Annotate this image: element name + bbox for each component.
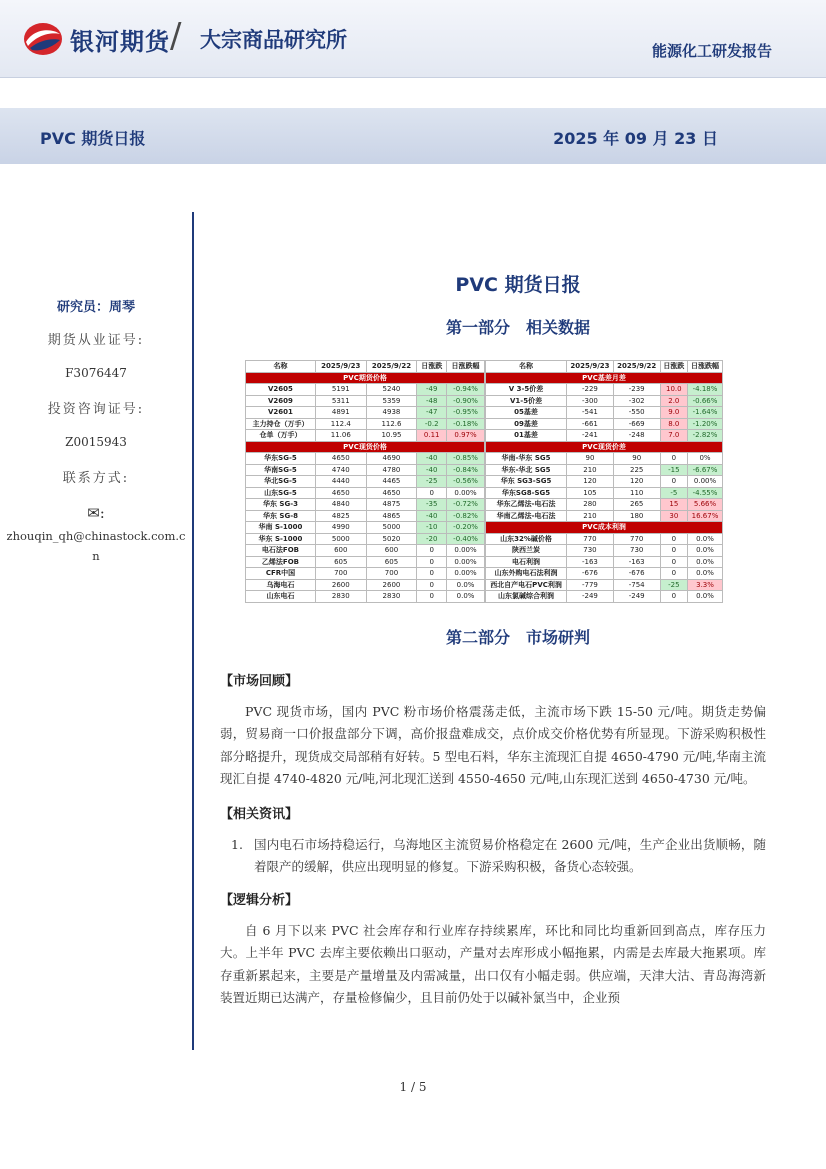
logic-text: 自 6 月下以来 PVC 社会库存和行业库存持续累库，环比和同比均重新回到高点，库存压力大。上半年 PVC 去库主要依赖出口驱动，产量对去库形成小幅拖累，内需是去库最大拖累项。库存重新累起来，主要是产量增量及内需减量，出口仅有小幅走弱。供应端，天津大沽、青岛海湾新装置近期已达满产，存量检修偏少，且目前仍处于以碱补氯当中，企业预	[220, 922, 766, 1005]
row-name: 乙烯法FOB	[246, 556, 316, 568]
row-name: 华南SG-5	[246, 464, 316, 476]
row-name: 山东电石	[246, 591, 316, 603]
table-cell: 5240	[366, 384, 417, 396]
table-row	[486, 487, 723, 499]
table-cell: 605	[366, 556, 417, 568]
part2-number: 第二部分	[445, 627, 510, 647]
table-cell: -10	[417, 522, 447, 534]
table-cell: 5311	[315, 395, 366, 407]
table-cell: 16.67%	[688, 510, 723, 522]
table-cell: 4780	[366, 464, 417, 476]
license-label: 期货从业证号:	[47, 333, 145, 348]
table-cell: 4740	[315, 464, 366, 476]
row-name: 陕西兰炭	[486, 545, 567, 557]
table-cell: 0.00%	[447, 545, 485, 557]
table-cell: -0.85%	[447, 453, 485, 465]
table-cell: 0	[660, 568, 687, 580]
table-cell: -48	[417, 395, 447, 407]
table-cell: 0	[660, 453, 687, 465]
row-name: V1-5价差	[486, 395, 567, 407]
table-cell: 265	[613, 499, 660, 511]
table-row	[486, 510, 723, 522]
table-cell: -49	[417, 384, 447, 396]
part1-number: 第一部分	[445, 318, 510, 337]
table-header-row	[486, 361, 723, 373]
table-cell: 5020	[366, 533, 417, 545]
row-name: 华南-华东 SG5	[486, 453, 567, 465]
table-cell: 4440	[315, 476, 366, 488]
table-cell: 90	[613, 453, 660, 465]
table-row	[486, 453, 723, 465]
table-cell: 4840	[315, 499, 366, 511]
table-cell: -661	[567, 418, 614, 430]
table-cell: 4875	[366, 499, 417, 511]
table-cell: -20	[417, 533, 447, 545]
table-row	[246, 579, 485, 591]
table-cell: 5.66%	[688, 499, 723, 511]
row-name: V2609	[246, 395, 316, 407]
section-title: PVC现货价格	[246, 441, 485, 453]
table-cell: -0.2	[417, 418, 447, 430]
table-row	[246, 430, 485, 442]
table-cell: 0	[417, 487, 447, 499]
table-cell: 120	[613, 476, 660, 488]
sidebar-divider	[192, 212, 194, 1050]
table-row	[486, 533, 723, 545]
table-cell: 0.0%	[447, 591, 485, 603]
table-cell: 0	[660, 591, 687, 603]
news-item-number: 1.	[231, 836, 243, 852]
table-cell: 0	[660, 556, 687, 568]
section-row	[486, 372, 723, 384]
logic-label: 【逻辑分析】	[220, 892, 299, 908]
table-cell: 0	[660, 533, 687, 545]
row-name: 华东乙烯法-电石法	[486, 499, 567, 511]
row-name: 05基差	[486, 407, 567, 419]
column-header: 名称	[246, 361, 316, 373]
table-cell: 700	[315, 568, 366, 580]
row-name: 华东 SG-8	[246, 510, 316, 522]
row-name: 仓单（万手）	[246, 430, 316, 442]
table-row	[486, 384, 723, 396]
table-cell: 700	[366, 568, 417, 580]
news-item	[220, 834, 766, 879]
table-row	[246, 545, 485, 557]
contact-label: 联系方式:	[62, 471, 130, 486]
row-name: 山东外购电石法利润	[486, 568, 567, 580]
license-value: F3076447	[65, 366, 127, 380]
row-name: 电石利润	[486, 556, 567, 568]
column-header: 名称	[486, 361, 567, 373]
table-row	[246, 522, 485, 534]
section-title: PVC基差月差	[486, 372, 723, 384]
main-content	[220, 270, 766, 1008]
section-title: PVC成本利润	[486, 522, 723, 534]
table-cell: -1.64%	[688, 407, 723, 419]
table-cell: 15	[660, 499, 687, 511]
table-row	[486, 430, 723, 442]
header-band	[0, 0, 826, 78]
table-cell: -163	[613, 556, 660, 568]
table-cell: -550	[613, 407, 660, 419]
row-name: 电石法FOB	[246, 545, 316, 557]
row-name: 华南 S-1000	[246, 522, 316, 534]
table-cell: -0.90%	[447, 395, 485, 407]
table-cell: 0	[417, 568, 447, 580]
table-cell: 5000	[315, 533, 366, 545]
analyst-name: 研究员：周琴	[56, 300, 135, 315]
brand-name: 银河期货	[70, 28, 170, 56]
table-cell: 3.3%	[688, 579, 723, 591]
review-text: PVC 现货市场，国内 PVC 粉市场价格震荡走低，主流市场下跌 15-50 元/吨。期货走势偏弱，贸易商一口价报盘部分下调，高价报盘难成交，点价成交价格优势有所显现。下游采购积极性部分略提升，现货成交局部稍有好转。5 型电石料，华东主流现汇自提 4650-4790 元/吨,华南主流现汇自提 4740-4820 元/吨,河北现汇送到 4550-4650 元/吨,山东现汇送到 4650-4730 元/吨。	[220, 703, 766, 786]
table-cell: -0.84%	[447, 464, 485, 476]
table-cell: -300	[567, 395, 614, 407]
table-cell: -0.94%	[447, 384, 485, 396]
table-row	[246, 568, 485, 580]
table-header-row	[246, 361, 485, 373]
section-row	[246, 441, 485, 453]
section-row	[246, 372, 485, 384]
table-cell: 0	[660, 545, 687, 557]
table-cell: 112.6	[366, 418, 417, 430]
table-cell: 0.00%	[688, 476, 723, 488]
table-row	[246, 453, 485, 465]
table-cell: 112.4	[315, 418, 366, 430]
table-row	[246, 487, 485, 499]
table-cell: 225	[613, 464, 660, 476]
table-cell: -239	[613, 384, 660, 396]
row-name: 西北自产电石PVC利润	[486, 579, 567, 591]
envelope-icon: ✉:	[87, 504, 105, 522]
table-cell: 4650	[366, 487, 417, 499]
table-cell: 770	[567, 533, 614, 545]
table-cell: 4650	[315, 487, 366, 499]
report-title: PVC 期货日报	[40, 129, 146, 148]
consult-value: Z0015943	[65, 435, 127, 449]
table-cell: 2600	[366, 579, 417, 591]
brand-separator: /	[170, 16, 182, 56]
table-cell: -302	[613, 395, 660, 407]
column-header: 日涨跌	[660, 361, 687, 373]
table-cell: 2830	[366, 591, 417, 603]
table-cell: -4.55%	[688, 487, 723, 499]
table-cell: 0.0%	[688, 556, 723, 568]
table-row	[246, 533, 485, 545]
table-row	[246, 464, 485, 476]
table-cell: -5	[660, 487, 687, 499]
row-name: 主力持仓（万手）	[246, 418, 316, 430]
table-cell: -0.40%	[447, 533, 485, 545]
table-cell: 90	[567, 453, 614, 465]
table-cell: 9.0	[660, 407, 687, 419]
data-tables	[245, 360, 723, 603]
review-label: 【市场回顾】	[220, 673, 299, 689]
table-cell: 30	[660, 510, 687, 522]
table-cell: -0.20%	[447, 522, 485, 534]
part1-heading	[220, 315, 766, 338]
table-cell: 4690	[366, 453, 417, 465]
email-link[interactable]: zhouqin_qh@chinastock.com.cn	[6, 529, 186, 563]
column-header: 日涨跌	[417, 361, 447, 373]
row-name: 华东 S-1000	[246, 533, 316, 545]
table-cell: 0	[660, 476, 687, 488]
row-name: CFR中国	[246, 568, 316, 580]
table-cell: 10.95	[366, 430, 417, 442]
title-band	[0, 108, 826, 164]
table-cell: -0.82%	[447, 510, 485, 522]
page-number: 1 / 5	[399, 1080, 427, 1094]
table-row	[486, 591, 723, 603]
table-cell: 600	[315, 545, 366, 557]
table-cell: 0	[417, 591, 447, 603]
column-header: 日涨跌幅	[688, 361, 723, 373]
table-cell: -0.66%	[688, 395, 723, 407]
table-cell: 4938	[366, 407, 417, 419]
table-cell: 105	[567, 487, 614, 499]
table-cell: -676	[613, 568, 660, 580]
table-cell: -676	[567, 568, 614, 580]
table-row	[246, 476, 485, 488]
row-name: 乌海电石	[246, 579, 316, 591]
table-cell: 0.97%	[447, 430, 485, 442]
row-name: 山东氯碱综合利润	[486, 591, 567, 603]
table-cell: -0.18%	[447, 418, 485, 430]
table-cell: -6.67%	[688, 464, 723, 476]
row-name: 山东32%碱价格	[486, 533, 567, 545]
table-cell: 600	[366, 545, 417, 557]
table-row	[246, 418, 485, 430]
table-cell: 5359	[366, 395, 417, 407]
table-cell: 180	[613, 510, 660, 522]
table-cell: -249	[567, 591, 614, 603]
row-name: 华东SG-5	[246, 453, 316, 465]
table-cell: 120	[567, 476, 614, 488]
table-cell: 2600	[315, 579, 366, 591]
table-cell: -163	[567, 556, 614, 568]
table-cell: 280	[567, 499, 614, 511]
table-cell: -0.56%	[447, 476, 485, 488]
table-cell: 605	[315, 556, 366, 568]
table-cell: 0.11	[417, 430, 447, 442]
table-cell: -0.95%	[447, 407, 485, 419]
section-row	[486, 522, 723, 534]
sidebar	[4, 296, 188, 566]
row-name: 山东SG-5	[246, 487, 316, 499]
part2-heading	[220, 625, 766, 648]
table-cell: -40	[417, 453, 447, 465]
table-cell: 0.0%	[688, 545, 723, 557]
table-cell: 0	[417, 579, 447, 591]
table-cell: -669	[613, 418, 660, 430]
table-cell: -754	[613, 579, 660, 591]
section-row	[486, 441, 723, 453]
table-cell: 4650	[315, 453, 366, 465]
table-row	[486, 395, 723, 407]
table-cell: 0.0%	[447, 579, 485, 591]
table-row	[486, 476, 723, 488]
table-cell: -248	[613, 430, 660, 442]
table-row	[486, 418, 723, 430]
table-cell: 11.06	[315, 430, 366, 442]
table-cell: 0.0%	[688, 533, 723, 545]
table-cell: -40	[417, 464, 447, 476]
table-cell: 0	[417, 556, 447, 568]
table-cell: -1.20%	[688, 418, 723, 430]
table-cell: -249	[613, 591, 660, 603]
row-name: 华东SG8-SG5	[486, 487, 567, 499]
table-row	[486, 407, 723, 419]
table-row	[486, 579, 723, 591]
column-header: 2025/9/23	[567, 361, 614, 373]
table-row	[246, 556, 485, 568]
table-cell: -25	[660, 579, 687, 591]
table-cell: -47	[417, 407, 447, 419]
table-cell: 0.0%	[688, 591, 723, 603]
column-header: 日涨跌幅	[447, 361, 485, 373]
document-title: PVC 期货日报	[455, 274, 581, 296]
table-cell: 5000	[366, 522, 417, 534]
table-cell: 10.0	[660, 384, 687, 396]
table-cell: -40	[417, 510, 447, 522]
table-row	[246, 384, 485, 396]
division-name: 大宗商品研究所	[200, 28, 347, 52]
news-label: 【相关资讯】	[220, 806, 299, 822]
column-header: 2025/9/23	[315, 361, 366, 373]
table-cell: 0.00%	[447, 487, 485, 499]
table-cell: -25	[417, 476, 447, 488]
futures-spot-table	[245, 360, 485, 603]
table-cell: 0%	[688, 453, 723, 465]
basis-spread-table	[485, 360, 723, 603]
table-cell: 4865	[366, 510, 417, 522]
table-cell: 730	[613, 545, 660, 557]
table-cell: 4465	[366, 476, 417, 488]
part1-title: 相关数据	[526, 318, 591, 337]
table-row	[246, 591, 485, 603]
table-cell: 2830	[315, 591, 366, 603]
section-title: PVC现货价差	[486, 441, 723, 453]
table-cell: 5191	[315, 384, 366, 396]
table-cell: -0.72%	[447, 499, 485, 511]
table-cell: 210	[567, 510, 614, 522]
table-cell: 4891	[315, 407, 366, 419]
table-cell: -541	[567, 407, 614, 419]
table-cell: 0.00%	[447, 568, 485, 580]
table-row	[486, 464, 723, 476]
news-item-text: 国内电石市场持稳运行，乌海地区主流贸易价格稳定在 2600 元/吨，生产企业出货顺畅，随着限产的缓解，供应出现明显的修复。下游采购积极，备货心态较强。	[254, 836, 766, 874]
table-row	[486, 568, 723, 580]
report-date: 2025 年 09 月 23 日	[553, 129, 718, 148]
table-row	[486, 556, 723, 568]
table-cell: -4.18%	[688, 384, 723, 396]
table-row	[246, 407, 485, 419]
part2-title: 市场研判	[526, 627, 591, 647]
row-name: 华南乙烯法-电石法	[486, 510, 567, 522]
row-name: 华北SG-5	[246, 476, 316, 488]
row-name: V2605	[246, 384, 316, 396]
table-cell: -779	[567, 579, 614, 591]
table-cell: 4825	[315, 510, 366, 522]
column-header: 2025/9/22	[366, 361, 417, 373]
column-header: 2025/9/22	[613, 361, 660, 373]
table-cell: 0.00%	[447, 556, 485, 568]
row-name: 01基差	[486, 430, 567, 442]
table-cell: 2.0	[660, 395, 687, 407]
table-cell: 110	[613, 487, 660, 499]
table-cell: 7.0	[660, 430, 687, 442]
table-row	[486, 499, 723, 511]
row-name: 华东 SG-3	[246, 499, 316, 511]
table-cell: 770	[613, 533, 660, 545]
table-cell: -229	[567, 384, 614, 396]
table-cell: -2.82%	[688, 430, 723, 442]
table-cell: 730	[567, 545, 614, 557]
table-cell: 8.0	[660, 418, 687, 430]
table-cell: 0	[417, 545, 447, 557]
row-name: 华东 SG3-SG5	[486, 476, 567, 488]
table-cell: -15	[660, 464, 687, 476]
table-row	[246, 510, 485, 522]
table-cell: -241	[567, 430, 614, 442]
consult-label: 投资咨询证号:	[47, 402, 145, 417]
table-cell: 4990	[315, 522, 366, 534]
row-name: V2601	[246, 407, 316, 419]
table-row	[246, 499, 485, 511]
row-name: V 3-5价差	[486, 384, 567, 396]
table-cell: -35	[417, 499, 447, 511]
report-type: 能源化工研发报告	[651, 42, 772, 60]
table-row	[246, 395, 485, 407]
row-name: 09基差	[486, 418, 567, 430]
galaxy-logo-icon	[22, 20, 64, 58]
table-cell: 0.0%	[688, 568, 723, 580]
section-title: PVC期货价格	[246, 372, 485, 384]
row-name: 华东-华北 SG5	[486, 464, 567, 476]
table-row	[486, 545, 723, 557]
table-cell: 210	[567, 464, 614, 476]
